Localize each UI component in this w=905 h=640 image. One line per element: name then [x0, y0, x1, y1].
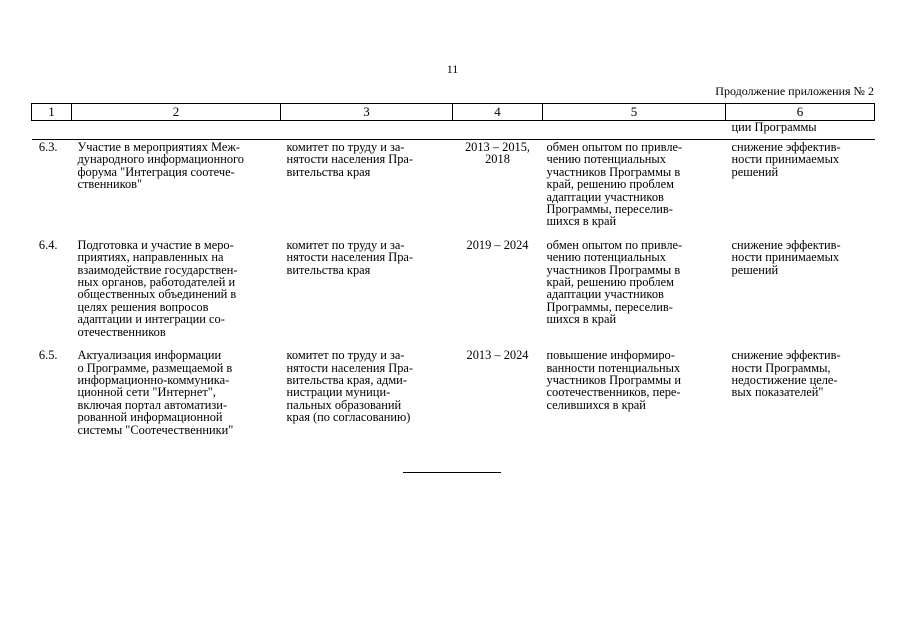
table-row: [32, 238, 875, 348]
column-header-5: 5: [543, 104, 726, 121]
expected-result-cell: обмен опытом по привле- чению потенциальных участников Программы в край, решению проблем адаптации участников Программы, переселив- шихся в край: [546, 140, 683, 229]
end-separator-line: [403, 472, 501, 473]
expected-result-cell: повышение информиро- ванности потенциальных участников Программы и соотечественников, пере- селившихся в край: [546, 348, 681, 412]
program-measures-table: [31, 103, 875, 446]
consequence-cell: снижение эффектив- ности принимаемых решений: [731, 140, 841, 179]
carryover-consequence-cell: ции Программы: [726, 121, 875, 140]
period-cell: 2013 – 2015, 2018: [464, 140, 531, 167]
column-header-3: 3: [281, 104, 453, 121]
column-header-2: 2: [72, 104, 281, 121]
measure-number-cell: 6.5.: [38, 348, 58, 363]
column-header-6: 6: [726, 104, 875, 121]
measure-name-cell: Подготовка и участие в меро- приятиях, направленных на взаимодействие государствен- ных органов, работодателей и общественных объединений в целях решения вопросов адаптации и интеграции со- отечественников: [77, 237, 238, 339]
executor-cell: комитет по труду и за- нятости населения Пра- вительства края, адми- нистрации муници- пальных образований края (по согласованию): [286, 348, 414, 425]
period-cell: 2019 – 2024: [466, 237, 529, 252]
table-row: [32, 348, 875, 446]
table-row: [32, 140, 875, 238]
executor-cell: комитет по труду и за- нятости населения Пра- вительства края: [286, 237, 414, 277]
measure-number-cell: 6.4.: [38, 237, 58, 252]
column-header-1: 1: [32, 104, 72, 121]
appendix-continuation-label: Продолжение приложения № 2: [715, 84, 874, 98]
consequence-cell: снижение эффектив- ности Программы, недостижение целе- вых показателей": [731, 348, 841, 400]
page-number: 11: [446, 62, 459, 76]
period-cell: 2013 – 2024: [466, 348, 529, 363]
measure-number-cell: 6.3.: [38, 140, 58, 154]
column-number-header-row: [32, 104, 875, 121]
column-header-4: 4: [453, 104, 543, 121]
carryover-row: [32, 121, 875, 140]
executor-cell: комитет по труду и за- нятости населения Пра- вительства края: [286, 140, 414, 179]
measure-name-cell: Актуализация информации о Программе, размещаемой в информационно-коммуника- ционной сети "Интернет", включая портал автоматизи- рованной информационной системы "Соотечественники": [77, 348, 234, 437]
expected-result-cell: обмен опытом по привле- чению потенциальных участников Программы в край, решению проблем адаптации участников Программы, переселив- шихся в край: [546, 237, 683, 327]
consequence-cell: снижение эффектив- ности принимаемых решений: [731, 237, 841, 277]
measure-name-cell: Участие в мероприятиях Меж- дународного информационного форума "Интеграция соотече- ственников": [77, 140, 244, 192]
